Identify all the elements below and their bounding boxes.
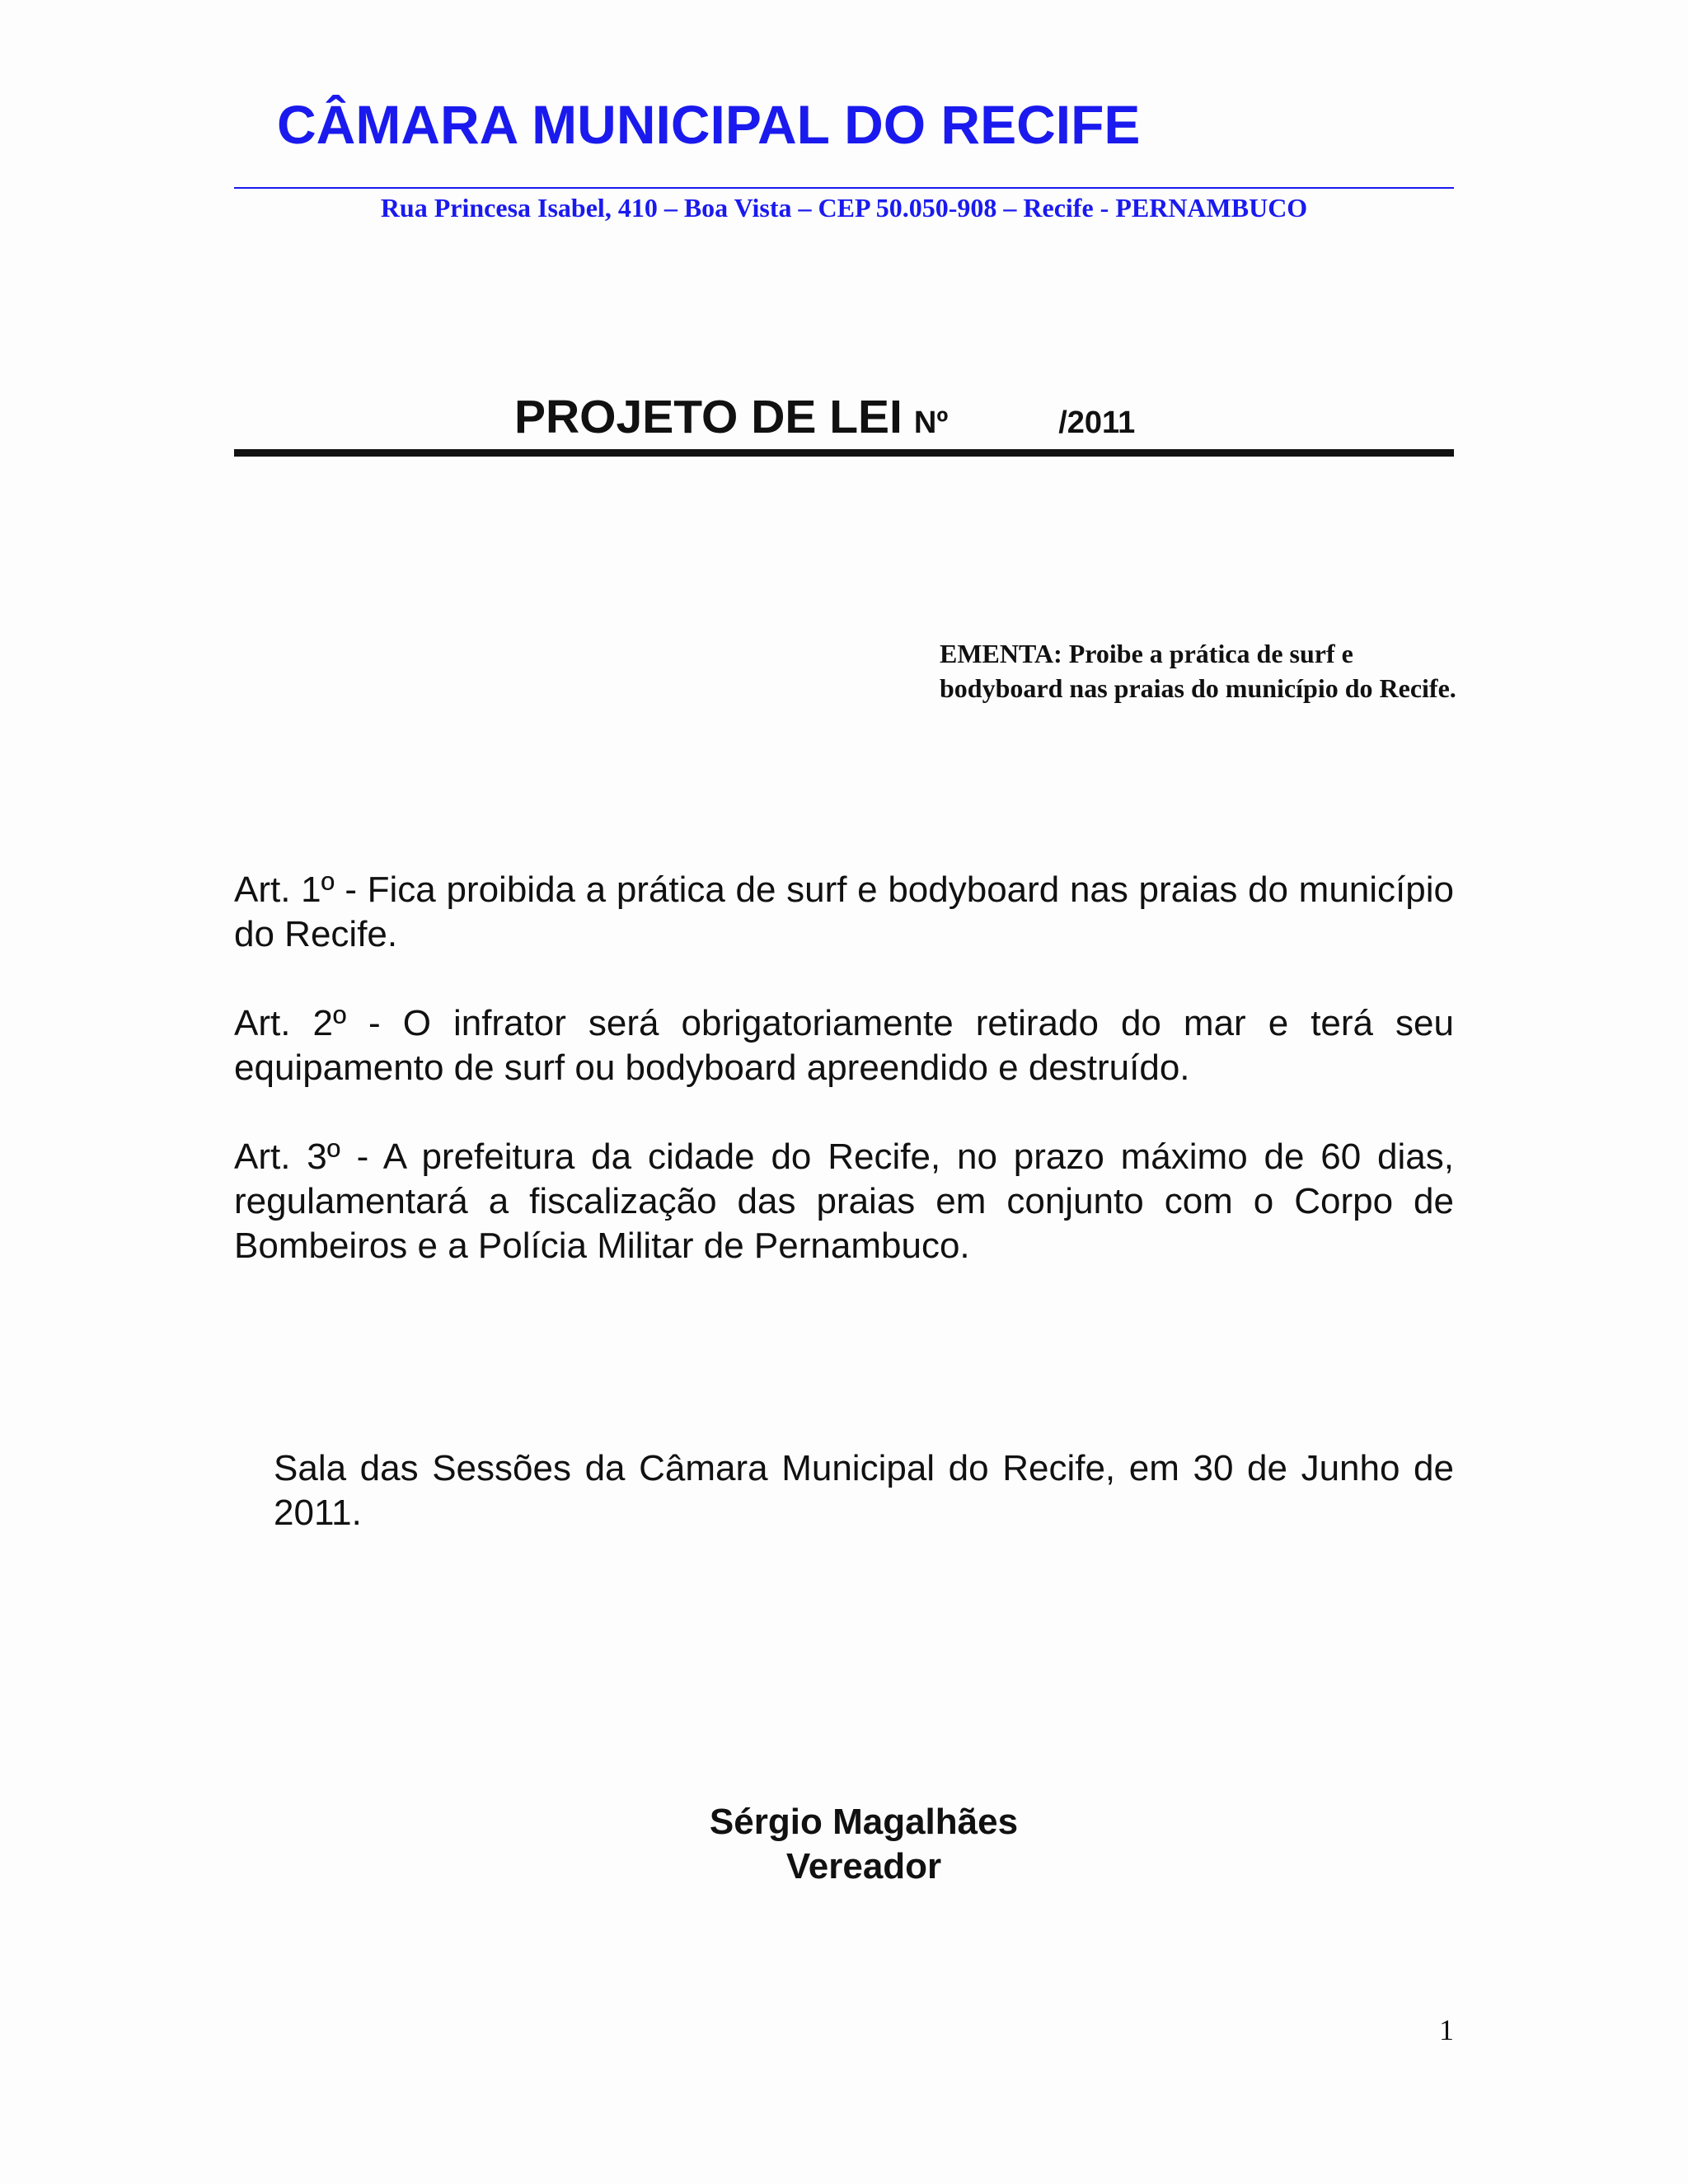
heading-divider (234, 449, 1454, 457)
article-3: Art. 3º - A prefeitura da cidade do Recife, no prazo máximo de 60 dias, regulamentará a fiscalização das praias em conjunto com o Corpo de Bombeiros e a Polícia Militar de Pernambuco. (234, 1137, 1454, 1266)
session-note: Sala das Sessões da Câmara Municipal do Recife, em 30 de Junho de 2011. (274, 1448, 1454, 1533)
articles-section (234, 868, 1454, 1313)
page-number: 1 (1439, 2013, 1454, 2046)
chamber-title: CÂMARA MUNICIPAL DO RECIFE (277, 94, 1141, 155)
signer-role: Vereador (785, 1846, 942, 1886)
article-2: Art. 2º - O infrator será obrigatoriamente retirado do mar e terá seu equipamento de surf ou bodyboard apreendido e destruído. (234, 1003, 1454, 1088)
article-1: Art. 1º - Fica proibida a prática de surf e bodyboard nas praias do município do Recife. (234, 869, 1454, 954)
signer-name: Sérgio Magalhães (709, 1802, 1019, 1842)
bill-number-label: Nº (913, 405, 949, 440)
bill-title: PROJETO DE LEI (514, 391, 903, 443)
signature-block (617, 1800, 1111, 1889)
bill-heading (514, 391, 1136, 443)
header-divider (234, 187, 1454, 189)
chamber-address: Rua Princesa Isabel, 410 – Boa Vista – CEP 50.050-908 – Recife - PERNAMBUCO (380, 193, 1308, 223)
bill-year: /2011 (1058, 405, 1136, 440)
ementa-summary: EMENTA: Proibe a prática de surf e bodyboard nas praias do município do Recife. (940, 639, 1456, 703)
